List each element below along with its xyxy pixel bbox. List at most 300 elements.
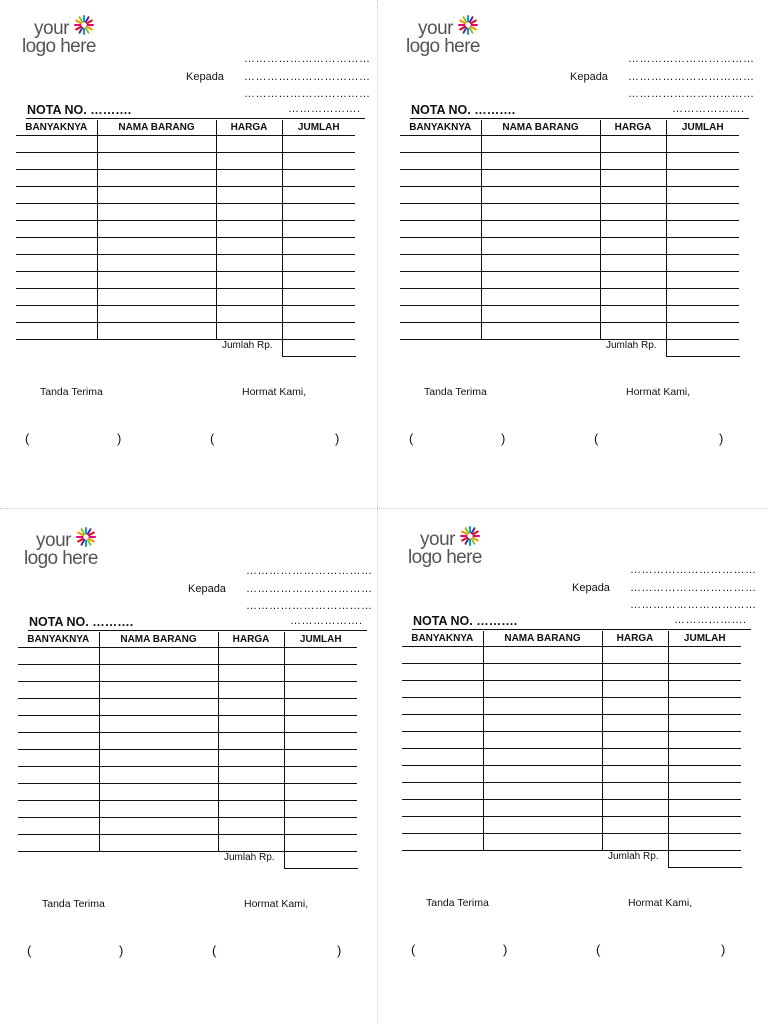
price-cell[interactable]	[602, 732, 668, 749]
qty-cell[interactable]	[18, 818, 99, 835]
item-cell[interactable]	[481, 272, 600, 289]
qty-cell[interactable]	[400, 204, 481, 221]
qty-cell[interactable]	[400, 221, 481, 238]
qty-cell[interactable]	[18, 784, 99, 801]
price-cell[interactable]	[600, 255, 666, 272]
logo-ray	[89, 533, 94, 536]
total-box	[668, 849, 742, 868]
price-cell[interactable]	[600, 136, 666, 153]
amount-cell[interactable]	[282, 153, 355, 170]
amount-cell[interactable]	[668, 817, 741, 834]
item-cell[interactable]	[99, 716, 218, 733]
price-cell[interactable]	[600, 306, 666, 323]
amount-cell[interactable]	[668, 664, 741, 681]
qty-cell[interactable]	[402, 647, 483, 664]
price-cell[interactable]	[216, 289, 282, 306]
amount-cell[interactable]	[666, 187, 739, 204]
qty-cell[interactable]	[400, 238, 481, 255]
sign-right-label: Hormat Kami,	[244, 898, 309, 910]
qty-cell[interactable]	[402, 749, 483, 766]
qty-cell[interactable]	[16, 272, 97, 289]
amount-cell[interactable]	[282, 306, 355, 323]
item-cell[interactable]	[97, 136, 216, 153]
amount-cell[interactable]	[666, 323, 739, 340]
item-cell[interactable]	[481, 170, 600, 187]
table-row	[18, 818, 357, 835]
item-cell[interactable]	[483, 800, 602, 817]
amount-cell[interactable]	[284, 716, 357, 733]
logo-ray	[76, 21, 81, 24]
recipient-address-dots: ……………………………	[628, 71, 755, 83]
qty-cell[interactable]	[400, 255, 481, 272]
price-cell[interactable]	[600, 204, 666, 221]
sign-right-label: Hormat Kami,	[628, 897, 693, 909]
sign-left-paren-close: )	[503, 942, 508, 957]
amount-cell[interactable]	[668, 647, 741, 664]
amount-cell[interactable]	[282, 221, 355, 238]
logo-ray	[470, 17, 473, 22]
price-cell[interactable]	[600, 272, 666, 289]
amount-cell[interactable]	[666, 255, 739, 272]
sign-right-paren-close: )	[719, 431, 724, 446]
table-row	[400, 323, 739, 340]
qty-cell[interactable]	[16, 306, 97, 323]
items-table	[402, 631, 741, 851]
date-dots: ……………….	[672, 103, 745, 115]
item-cell[interactable]	[97, 221, 216, 238]
table-row	[402, 715, 741, 732]
item-cell[interactable]	[481, 238, 600, 255]
qty-cell[interactable]	[16, 170, 97, 187]
qty-cell[interactable]	[402, 834, 483, 851]
price-cell[interactable]	[218, 733, 284, 750]
nota-block-4	[402, 527, 757, 1027]
item-cell[interactable]	[481, 255, 600, 272]
qty-cell[interactable]	[402, 732, 483, 749]
table-row	[402, 783, 741, 800]
table-row	[16, 170, 355, 187]
qty-cell[interactable]	[18, 767, 99, 784]
logo-ray	[86, 28, 89, 33]
logo-ray	[78, 539, 83, 542]
table-row	[16, 289, 355, 306]
price-cell[interactable]	[216, 221, 282, 238]
sign-left-paren-open: (	[409, 431, 414, 446]
logo-line-2: logo here	[22, 36, 96, 57]
logo-ray	[87, 21, 92, 24]
qty-cell[interactable]	[16, 289, 97, 306]
amount-cell[interactable]	[668, 834, 741, 851]
qty-cell[interactable]	[400, 306, 481, 323]
logo-ray	[462, 532, 467, 535]
qty-cell[interactable]	[400, 323, 481, 340]
table-row	[18, 648, 357, 665]
item-cell[interactable]	[483, 766, 602, 783]
item-cell[interactable]	[97, 238, 216, 255]
price-cell[interactable]	[218, 784, 284, 801]
amount-cell[interactable]	[284, 665, 357, 682]
table-row	[400, 289, 739, 306]
table-row	[400, 204, 739, 221]
nota-number: NOTA NO. ……….	[29, 615, 134, 629]
table-row	[402, 681, 741, 698]
amount-cell[interactable]	[284, 784, 357, 801]
price-cell[interactable]	[216, 153, 282, 170]
table-row	[400, 153, 739, 170]
kepada-label: Kepada	[570, 71, 608, 83]
item-cell[interactable]	[483, 834, 602, 851]
price-cell[interactable]	[216, 255, 282, 272]
logo-line-1: your	[34, 18, 69, 39]
header-jumlah: JUMLAH	[284, 632, 357, 648]
qty-cell[interactable]	[402, 681, 483, 698]
price-cell[interactable]	[600, 221, 666, 238]
price-cell[interactable]	[602, 800, 668, 817]
price-cell[interactable]	[602, 817, 668, 834]
item-cell[interactable]	[97, 306, 216, 323]
nota-block-1	[16, 16, 371, 516]
logo-ray	[470, 28, 473, 33]
sign-right-paren-open: (	[210, 431, 215, 446]
amount-cell[interactable]	[668, 783, 741, 800]
qty-cell[interactable]	[16, 221, 97, 238]
item-cell[interactable]	[99, 648, 218, 665]
item-cell[interactable]	[99, 682, 218, 699]
price-cell[interactable]	[216, 323, 282, 340]
item-cell[interactable]	[97, 289, 216, 306]
amount-cell[interactable]	[282, 323, 355, 340]
total-label: Jumlah Rp.	[608, 851, 659, 862]
logo-ray	[78, 533, 83, 536]
item-cell[interactable]	[483, 732, 602, 749]
header-nama-barang: NAMA BARANG	[481, 120, 600, 136]
price-cell[interactable]	[600, 238, 666, 255]
qty-cell[interactable]	[18, 699, 99, 716]
item-cell[interactable]	[97, 204, 216, 221]
item-cell[interactable]	[483, 664, 602, 681]
price-cell[interactable]	[218, 648, 284, 665]
amount-cell[interactable]	[668, 715, 741, 732]
price-cell[interactable]	[218, 750, 284, 767]
logo-line-2: logo here	[24, 548, 98, 569]
price-cell[interactable]	[218, 665, 284, 682]
price-cell[interactable]	[218, 818, 284, 835]
table-row	[18, 665, 357, 682]
sign-left-label: Tanda Terima	[42, 898, 105, 910]
logo-ray	[472, 539, 475, 544]
price-cell[interactable]	[602, 834, 668, 851]
kepada-label: Kepada	[188, 583, 226, 595]
qty-cell[interactable]	[18, 716, 99, 733]
table-row	[16, 136, 355, 153]
price-cell[interactable]	[602, 698, 668, 715]
price-cell[interactable]	[218, 835, 284, 852]
sign-left-paren-close: )	[119, 943, 124, 958]
amount-cell[interactable]	[284, 835, 357, 852]
price-cell[interactable]	[600, 153, 666, 170]
header-jumlah: JUMLAH	[668, 631, 741, 647]
qty-cell[interactable]	[18, 682, 99, 699]
qty-cell[interactable]	[402, 783, 483, 800]
item-cell[interactable]	[99, 699, 218, 716]
item-cell[interactable]	[483, 698, 602, 715]
amount-cell[interactable]	[668, 749, 741, 766]
table-row	[402, 817, 741, 834]
qty-cell[interactable]	[16, 238, 97, 255]
item-cell[interactable]	[99, 801, 218, 818]
price-cell[interactable]	[216, 306, 282, 323]
logo-ray	[460, 27, 465, 30]
price-cell[interactable]	[216, 187, 282, 204]
table-row	[18, 716, 357, 733]
table-row	[16, 306, 355, 323]
logo-ray	[88, 529, 91, 534]
amount-cell[interactable]	[668, 681, 741, 698]
qty-cell[interactable]	[18, 733, 99, 750]
logo-ray	[464, 28, 467, 33]
qty-cell[interactable]	[16, 204, 97, 221]
item-cell[interactable]	[99, 835, 218, 852]
qty-cell[interactable]	[400, 272, 481, 289]
qty-cell[interactable]	[402, 766, 483, 783]
amount-cell[interactable]	[668, 800, 741, 817]
recipient-name-dots: ……………………………	[244, 53, 371, 65]
logo	[22, 16, 112, 62]
item-cell[interactable]	[99, 750, 218, 767]
item-cell[interactable]	[97, 323, 216, 340]
qty-cell[interactable]	[16, 153, 97, 170]
sign-right-paren-open: (	[212, 943, 217, 958]
qty-cell[interactable]	[402, 664, 483, 681]
logo	[408, 527, 498, 573]
amount-cell[interactable]	[284, 648, 357, 665]
logo	[406, 16, 496, 62]
price-cell[interactable]	[602, 647, 668, 664]
item-cell[interactable]	[483, 715, 602, 732]
amount-cell[interactable]	[284, 682, 357, 699]
amount-cell[interactable]	[282, 136, 355, 153]
amount-cell[interactable]	[282, 289, 355, 306]
amount-cell[interactable]	[282, 238, 355, 255]
amount-cell[interactable]	[666, 204, 739, 221]
amount-cell[interactable]	[282, 272, 355, 289]
qty-cell[interactable]	[16, 136, 97, 153]
amount-cell[interactable]	[282, 170, 355, 187]
item-cell[interactable]	[481, 204, 600, 221]
price-cell[interactable]	[602, 715, 668, 732]
total-box	[282, 338, 356, 357]
price-cell[interactable]	[218, 716, 284, 733]
amount-cell[interactable]	[282, 255, 355, 272]
header-nama-barang: NAMA BARANG	[97, 120, 216, 136]
logo-ray	[80, 17, 83, 22]
sign-right-paren-close: )	[335, 431, 340, 446]
qty-cell[interactable]	[16, 187, 97, 204]
header-jumlah: JUMLAH	[666, 120, 739, 136]
item-cell[interactable]	[97, 272, 216, 289]
item-cell[interactable]	[481, 136, 600, 153]
price-cell[interactable]	[218, 767, 284, 784]
qty-cell[interactable]	[400, 289, 481, 306]
item-cell[interactable]	[99, 818, 218, 835]
qty-cell[interactable]	[16, 255, 97, 272]
table-row	[18, 699, 357, 716]
logo-ray	[87, 27, 92, 30]
table-row	[402, 647, 741, 664]
amount-cell[interactable]	[666, 136, 739, 153]
item-cell[interactable]	[483, 783, 602, 800]
item-cell[interactable]	[97, 255, 216, 272]
price-cell[interactable]	[602, 664, 668, 681]
qty-cell[interactable]	[18, 665, 99, 682]
price-cell[interactable]	[216, 136, 282, 153]
item-cell[interactable]	[99, 733, 218, 750]
recipient-name-dots: ……………………………	[628, 53, 755, 65]
date-dots: ……………….	[288, 103, 361, 115]
price-cell[interactable]	[218, 682, 284, 699]
header-jumlah: JUMLAH	[282, 120, 355, 136]
logo-ray	[86, 17, 89, 22]
amount-cell[interactable]	[668, 698, 741, 715]
table-row	[402, 732, 741, 749]
amount-cell[interactable]	[284, 733, 357, 750]
qty-cell[interactable]	[18, 801, 99, 818]
item-cell[interactable]	[99, 665, 218, 682]
logo-ray	[472, 528, 475, 533]
item-cell[interactable]	[483, 681, 602, 698]
item-cell[interactable]	[481, 221, 600, 238]
qty-cell[interactable]	[18, 835, 99, 852]
amount-cell[interactable]	[666, 238, 739, 255]
item-cell[interactable]	[481, 153, 600, 170]
amount-cell[interactable]	[666, 306, 739, 323]
amount-cell[interactable]	[282, 187, 355, 204]
table-row	[16, 153, 355, 170]
qty-cell[interactable]	[402, 715, 483, 732]
price-cell[interactable]	[600, 323, 666, 340]
logo-ray	[471, 21, 476, 24]
table-row	[18, 784, 357, 801]
price-cell[interactable]	[600, 187, 666, 204]
amount-cell[interactable]	[284, 801, 357, 818]
header-harga: HARGA	[218, 632, 284, 648]
nota-block-2	[400, 16, 755, 516]
qty-cell[interactable]	[400, 136, 481, 153]
qty-cell[interactable]	[400, 187, 481, 204]
amount-cell[interactable]	[668, 732, 741, 749]
table-row	[400, 187, 739, 204]
item-cell[interactable]	[483, 647, 602, 664]
qty-cell[interactable]	[400, 170, 481, 187]
date-dots: ……………….	[674, 614, 747, 626]
qty-cell[interactable]	[402, 817, 483, 834]
item-cell[interactable]	[483, 817, 602, 834]
recipient-name-dots: ……………………………	[630, 564, 757, 576]
item-cell[interactable]	[97, 187, 216, 204]
price-cell[interactable]	[216, 204, 282, 221]
table-row	[402, 749, 741, 766]
sign-right-label: Hormat Kami,	[242, 386, 307, 398]
price-cell[interactable]	[602, 766, 668, 783]
table-row	[18, 835, 357, 852]
total-box	[666, 338, 740, 357]
recipient-address2-dots: ……………………………	[244, 88, 371, 100]
item-cell[interactable]	[481, 323, 600, 340]
amount-cell[interactable]	[284, 818, 357, 835]
amount-cell[interactable]	[666, 153, 739, 170]
table-row	[402, 834, 741, 851]
price-cell[interactable]	[602, 783, 668, 800]
item-cell[interactable]	[99, 767, 218, 784]
item-cell[interactable]	[481, 306, 600, 323]
amount-cell[interactable]	[666, 272, 739, 289]
price-cell[interactable]	[216, 170, 282, 187]
table-row	[18, 767, 357, 784]
header-rule	[26, 118, 365, 119]
logo-burst-icon	[457, 14, 479, 36]
table-row	[400, 306, 739, 323]
sign-left-paren-open: (	[27, 943, 32, 958]
qty-cell[interactable]	[400, 153, 481, 170]
amount-cell[interactable]	[284, 750, 357, 767]
amount-cell[interactable]	[282, 204, 355, 221]
logo-burst-icon	[75, 526, 97, 548]
price-cell[interactable]	[218, 699, 284, 716]
item-cell[interactable]	[483, 749, 602, 766]
header-nama-barang: NAMA BARANG	[99, 632, 218, 648]
qty-cell[interactable]	[18, 648, 99, 665]
qty-cell[interactable]	[402, 800, 483, 817]
price-cell[interactable]	[216, 272, 282, 289]
qty-cell[interactable]	[16, 323, 97, 340]
header-banyaknya: BANYAKNYA	[16, 120, 97, 136]
table-row	[16, 187, 355, 204]
item-cell[interactable]	[97, 170, 216, 187]
sign-left-paren-open: (	[25, 431, 30, 446]
qty-cell[interactable]	[18, 750, 99, 767]
amount-cell[interactable]	[284, 699, 357, 716]
item-cell[interactable]	[97, 153, 216, 170]
item-cell[interactable]	[481, 289, 600, 306]
price-cell[interactable]	[602, 681, 668, 698]
item-cell[interactable]	[99, 784, 218, 801]
amount-cell[interactable]	[666, 221, 739, 238]
table-row	[402, 800, 741, 817]
logo-ray	[471, 27, 476, 30]
amount-cell[interactable]	[666, 170, 739, 187]
items-table	[18, 632, 357, 852]
price-cell[interactable]	[216, 238, 282, 255]
header-harga: HARGA	[602, 631, 668, 647]
price-cell[interactable]	[600, 170, 666, 187]
amount-cell[interactable]	[668, 766, 741, 783]
logo-line-2: logo here	[408, 547, 482, 568]
price-cell[interactable]	[602, 749, 668, 766]
logo-ray	[88, 540, 91, 545]
price-cell[interactable]	[600, 289, 666, 306]
header-nama-barang: NAMA BARANG	[483, 631, 602, 647]
amount-cell[interactable]	[284, 767, 357, 784]
logo-ray	[473, 538, 478, 541]
qty-cell[interactable]	[402, 698, 483, 715]
price-cell[interactable]	[218, 801, 284, 818]
logo-ray	[473, 532, 478, 535]
nota-number: NOTA NO. ……….	[27, 103, 132, 117]
amount-cell[interactable]	[666, 289, 739, 306]
item-cell[interactable]	[481, 187, 600, 204]
logo-ray	[76, 27, 81, 30]
logo-ray	[464, 17, 467, 22]
